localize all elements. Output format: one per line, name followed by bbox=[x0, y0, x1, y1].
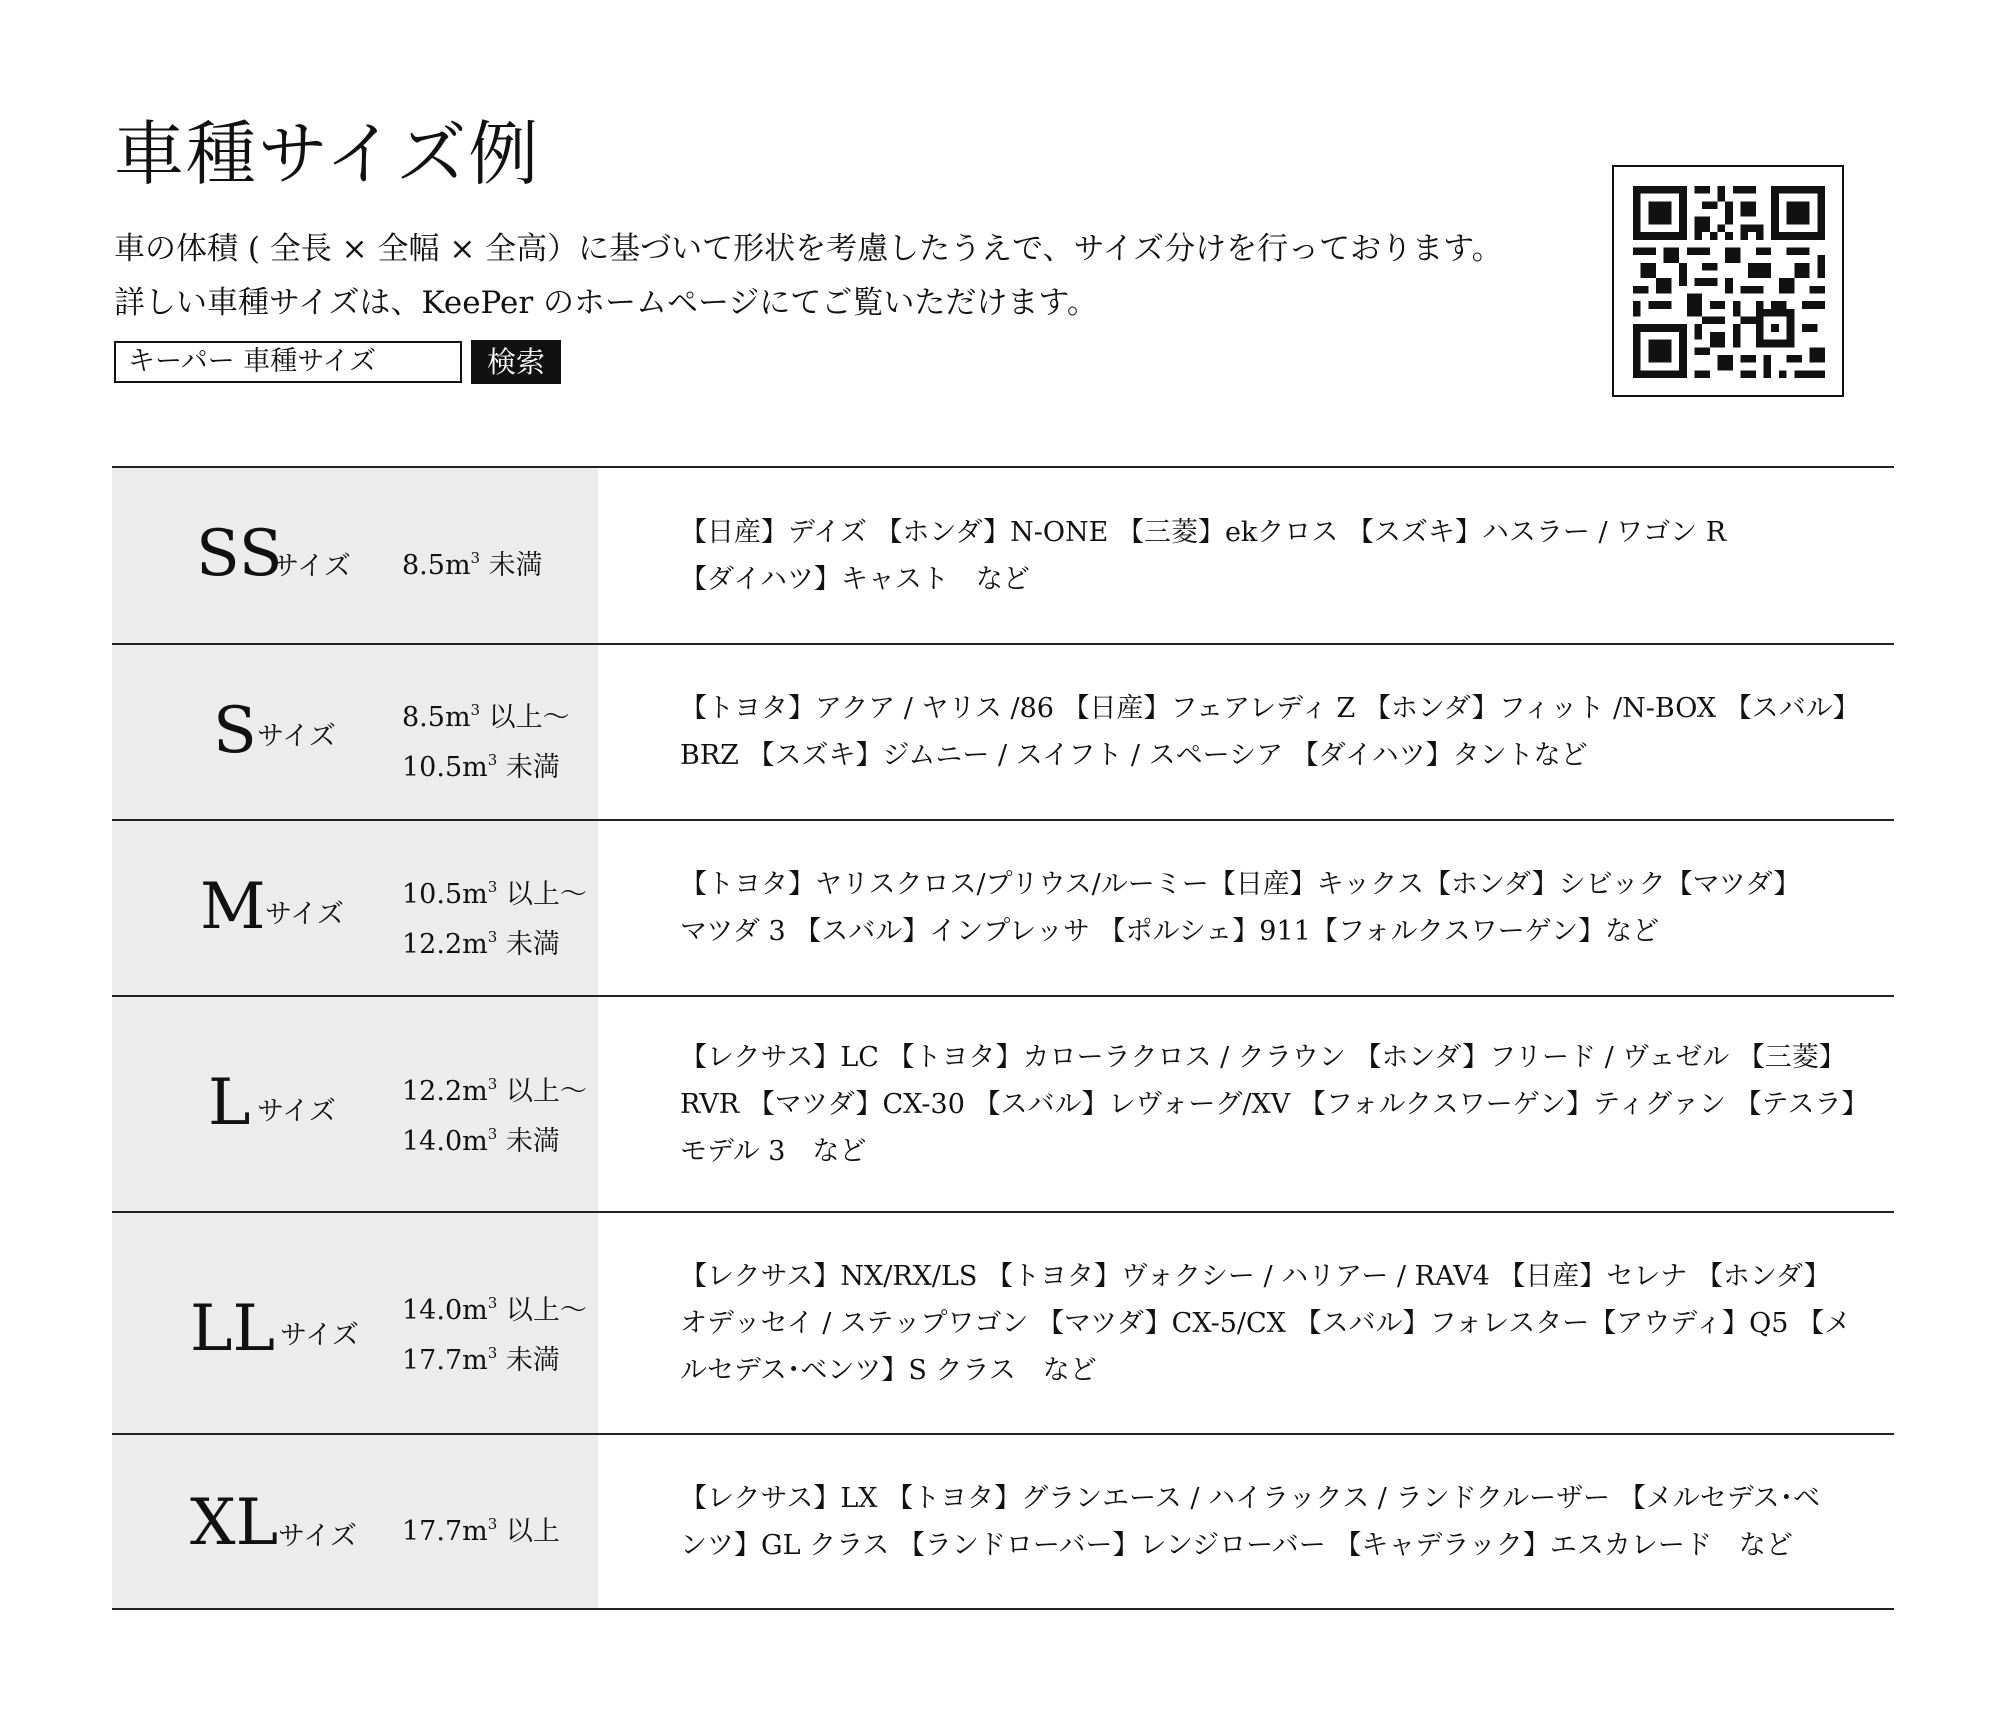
size-suffix: サイズ bbox=[272, 551, 351, 582]
car-line: マツダ 3 【スバル】インプレッサ 【ポルシェ】911【フォルクスワーゲン】など bbox=[680, 916, 1660, 947]
intro-line-2: 詳しい車種サイズは、KeePer のホームページにてご覧いただけます。 bbox=[114, 285, 1098, 321]
size-row-xl bbox=[112, 1435, 1894, 1610]
car-list-m bbox=[598, 821, 1894, 995]
size-suffix: サイズ bbox=[280, 1320, 359, 1351]
car-line: オデッセイ / ステップワゴン 【マツダ】CX-5/CX 【スバル】フォレスター【アウディ】Q5 【メ bbox=[680, 1307, 1852, 1339]
intro-line-1: 車の体積 ( 全長 × 全幅 × 全高）に基づいて形状を考慮したうえで、サイズ分けを行っております。 bbox=[114, 231, 1503, 267]
car-line: 【レクサス】LX 【トヨタ】グランエース / ハイラックス / ランドクルーザー 【メルセデス･ベ bbox=[680, 1482, 1821, 1514]
volume-range bbox=[402, 1063, 587, 1163]
volume-line: $8.5m^3$ 以上〜 bbox=[402, 701, 570, 733]
size-row-s bbox=[112, 645, 1894, 821]
volume-range bbox=[402, 866, 587, 966]
car-list-ss bbox=[598, 468, 1894, 643]
size-cell-ss bbox=[112, 468, 598, 643]
car-line: 【日産】デイズ 【ホンダ】N-ONE 【三菱】ekクロス 【スズキ】ハスラー / ワゴン R bbox=[680, 516, 1727, 548]
search-box bbox=[114, 340, 561, 384]
volume-line: $10.5m^3$ 未満 bbox=[402, 751, 560, 783]
size-cell-ll bbox=[112, 1213, 598, 1433]
size-suffix: サイズ bbox=[257, 721, 336, 752]
size-code: XL bbox=[190, 1486, 279, 1560]
car-line: RVR 【マツダ】CX-30 【スバル】レヴォーグ/XV 【フォルクスワーゲン】ティグァン 【テスラ】 bbox=[680, 1088, 1869, 1120]
car-list-l bbox=[598, 997, 1894, 1211]
qr-code bbox=[1612, 165, 1844, 397]
car-list-ll bbox=[598, 1213, 1894, 1433]
intro-text bbox=[114, 222, 1564, 330]
size-cell-m bbox=[112, 821, 598, 995]
size-cell-s bbox=[112, 645, 598, 819]
size-code: L bbox=[208, 1066, 251, 1140]
car-list-xl bbox=[598, 1435, 1894, 1608]
page-title: 車種サイズ例 bbox=[114, 113, 541, 195]
volume-line: $10.5m^3$ 以上〜 bbox=[402, 878, 587, 910]
car-line: ルセデス･ベンツ】S クラス など bbox=[680, 1354, 1097, 1386]
volume-line: $12.2m^3$ 未満 bbox=[402, 928, 560, 960]
car-line: BRZ 【スズキ】ジムニー / スイフト / スペーシア 【ダイハツ】タントなど bbox=[680, 740, 1588, 771]
car-line: 【トヨタ】アクア / ヤリス /86 【日産】フェアレディ Z 【ホンダ】フィット /N-BOX 【スバル】 bbox=[680, 693, 1860, 724]
size-suffix: サイズ bbox=[278, 1521, 357, 1552]
volume-line: $8.5m^3$ 未満 bbox=[402, 549, 543, 581]
volume-line: $17.7m^3$ 以上 bbox=[402, 1515, 560, 1547]
car-list-s bbox=[598, 645, 1894, 819]
volume-line: $17.7m^3$ 未満 bbox=[402, 1344, 560, 1376]
volume-range bbox=[402, 689, 570, 789]
size-suffix: サイズ bbox=[257, 1096, 336, 1127]
volume-line: $12.2m^3$ 以上〜 bbox=[402, 1075, 587, 1107]
size-cell-l bbox=[112, 997, 598, 1211]
car-line: ンツ】GL クラス 【ランドローバー】レンジローバー 【キャデラック】エスカレード など bbox=[680, 1529, 1793, 1561]
qr-code-icon bbox=[1633, 186, 1825, 378]
car-line: 【ダイハツ】キャスト など bbox=[680, 563, 1030, 595]
car-line: 【レクサス】NX/RX/LS 【トヨタ】ヴォクシー / ハリアー / RAV4 【日産】セレナ 【ホンダ】 bbox=[680, 1260, 1831, 1292]
volume-line: $14.0m^3$ 以上〜 bbox=[402, 1294, 587, 1326]
volume-line: $14.0m^3$ 未満 bbox=[402, 1125, 560, 1157]
car-line: モデル 3 など bbox=[680, 1135, 867, 1167]
volume-range bbox=[402, 537, 543, 587]
volume-range bbox=[402, 1503, 560, 1553]
search-button[interactable]: 検索 bbox=[471, 340, 561, 384]
size-cell-xl bbox=[112, 1435, 598, 1608]
volume-range bbox=[402, 1282, 587, 1382]
search-input[interactable]: キーパー 車種サイズ bbox=[114, 341, 462, 383]
car-line: 【トヨタ】ヤリスクロス/プリウス/ルーミー【日産】キックス【ホンダ】シビック【マツダ】 bbox=[680, 869, 1801, 900]
size-code: SS bbox=[196, 517, 283, 591]
size-table bbox=[112, 466, 1894, 1610]
size-row-ll bbox=[112, 1213, 1894, 1435]
size-row-ss bbox=[112, 468, 1894, 645]
size-code: LL bbox=[190, 1292, 275, 1366]
size-code: S bbox=[213, 694, 257, 768]
size-code: M bbox=[200, 870, 266, 944]
size-row-m bbox=[112, 821, 1894, 997]
size-row-l bbox=[112, 997, 1894, 1213]
size-suffix: サイズ bbox=[265, 899, 344, 930]
car-line: 【レクサス】LC 【トヨタ】カローラクロス / クラウン 【ホンダ】フリード / ヴェゼル 【三菱】 bbox=[680, 1041, 1846, 1073]
